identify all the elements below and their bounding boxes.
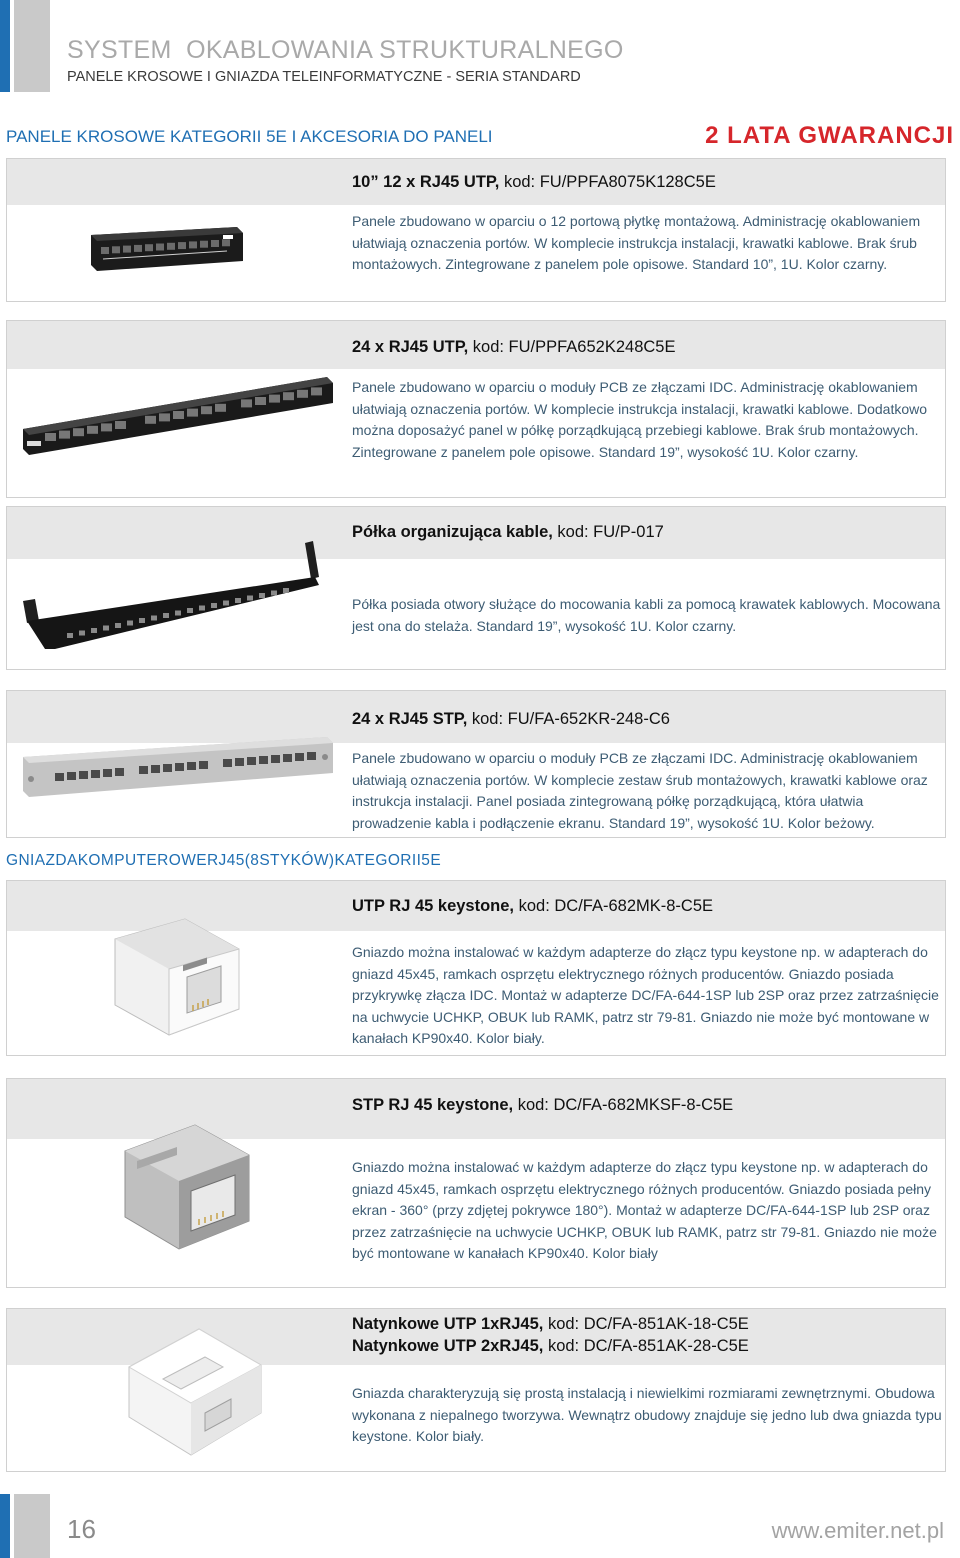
- product-title-5: [352, 897, 713, 916]
- product-title-6: [352, 1096, 733, 1115]
- product-title-7: [352, 1315, 749, 1334]
- header-side-bar: [14, 0, 50, 92]
- surface-socket-image: [119, 1317, 269, 1467]
- header-accent-bar: [0, 0, 10, 92]
- product-description-2: Panele zbudowano w oparciu o moduły PCB ze złączami IDC. Administrację okablowaniem ułatwiają oznaczenia portów. W komplecie instrukcja instalacji, krawatki kablowe. Dodatkowo można doposażyć panel w półkę porządkującą przebiegi kablowe. Brak śrub montażowych. Zintegrowane z panelem pole opisowe. Standard 19”, wysokość 1U. Kolor czarny.: [352, 379, 928, 460]
- page-number: 16: [67, 1514, 96, 1544]
- product-name: Natynkowe UTP 2xRJ45,: [352, 1337, 544, 1355]
- footer-side-bar: [14, 1494, 50, 1558]
- product-title-7b: [352, 1337, 749, 1356]
- patch-panel-24-stp-image: [15, 727, 337, 813]
- product-description-1: Panele zbudowano w oparciu o 12 portową płytkę montażową. Administrację okablowaniem ułatwiają oznaczenia portów. W komplecie instrukcja instalacji, krawatki kablowe. Brak śrub montażowych. Zintegrowane z panelem pole opisowe. Standard 10”, 1U. Kolor czarny.: [352, 213, 921, 272]
- product-name: Półka organizująca kable,: [352, 523, 553, 541]
- website-link[interactable]: www.emiter.net.pl: [771, 1518, 944, 1543]
- page-subtitle: PANELE KROSOWE I GNIAZDA TELEINFORMATYCZNE - SERIA STANDARD: [67, 69, 581, 85]
- product-name: 10” 12 x RJ45 UTP,: [352, 173, 500, 191]
- section-heading-sockets: GNIAZDAKOMPUTEROWERJ45(8STYKÓW)KATEGORII5E: [6, 852, 442, 869]
- product-code: kod: DC/FA-682MK-8-C5E: [514, 897, 714, 915]
- product-name: 24 x RJ45 UTP,: [352, 338, 469, 356]
- section-heading-panels: PANELE KROSOWE KATEGORII 5E I AKCESORIA DO PANELI: [6, 127, 493, 146]
- warranty-badge: 2 LATA GWARANCJI: [705, 122, 954, 149]
- footer-accent-bar: [0, 1494, 10, 1558]
- product-code: kod: FU/PPFA652K248C5E: [468, 338, 676, 356]
- product-name: UTP RJ 45 keystone,: [352, 897, 515, 915]
- product-title-3: [352, 523, 664, 542]
- patch-panel-24-utp-image: [15, 373, 337, 473]
- product-description-5: Gniazdo można instalować w każdym adapterze do złącz typu keystone np. w adapterach do gniazd 45x45, ramkach osprzętu elektrycznego różnych producentów. Gniazdo posiada przykrywkę złącza IDC. Montaż w adapterze DC/FA-644-1SP lub 2SP oraz przez zatrzaśnięcie na uchwycie UCHKP, OBUK lub RAMK, patrz str 79-81. Gniazdo nie może być montowane w kanałach KP90x40. Kolor biały.: [352, 944, 939, 1046]
- product-code: kod: FU/FA-652KR-248-C6: [467, 710, 670, 728]
- product-code: kod: DC/FA-851AK-28-C5E: [543, 1337, 749, 1355]
- product-title-1: [352, 173, 716, 192]
- product-code: kod: DC/FA-851AK-18-C5E: [543, 1315, 749, 1333]
- product-title-4: [352, 710, 670, 729]
- product-code: kod: FU/PPFA8075K128C5E: [499, 173, 716, 191]
- product-description-4: Panele zbudowano w oparciu o moduły PCB ze złączami IDC. Administrację okablowaniem ułatwiają oznaczenia portów. W komplecie zestaw śrub montażowych, krawatki kablowe oraz instrukcja instalacji. Panel posiada zintegrowaną półkę porządkującą, która ułatwia prowadzenie kabla i podłączenie ekranu. Standard 19”, wysokość 1U. Kolor beżowy.: [352, 750, 928, 831]
- cable-shelf-image: [15, 537, 337, 653]
- page-title: SYSTEM OKABLOWANIA STRUKTURALNEGO: [67, 36, 624, 64]
- product-description-3: Półka posiada otwory służące do mocowania kabli za pomocą krawatek kablowych. Mocowana jest ona do stelaża. Standard 19”, wysokość 1U. Kolor czarny.: [352, 596, 941, 634]
- product-description-7: Gniazda charakteryzują się prostą instalacją i niewielkimi rozmiarami zewnętrznymi. Obudowa wykonana z niepalnego tworzywa. Wewnątrz obudowy znajduje się jedno lub dwa gniazda typu keystone. Kolor biały.: [352, 1385, 942, 1444]
- stp-keystone-image: [117, 1111, 257, 1261]
- utp-keystone-image: [107, 909, 247, 1049]
- product-description-6: Gniazdo można instalować w każdym adapterze do złącz typu keystone np. w adapterach do gniazd 45x45, ramkach osprzętu elektrycznego różnych producentów. Gniazdo posiada pełny ekran - 360° (przy zdjętej pokrywce 180°). Montaż w adapterze DC/FA-644-1SP lub 2SP oraz przez zatrzaśnięcie na uchwycie UCHKP, OBUK lub RAMK, patrz str 79-81. Gniazdo nie może być montowane w kanałach KP90x40. Kolor biały: [352, 1159, 937, 1261]
- product-name: 24 x RJ45 STP,: [352, 710, 468, 728]
- product-name: STP RJ 45 keystone,: [352, 1096, 514, 1114]
- patch-panel-10-image: [87, 221, 247, 273]
- product-name: Natynkowe UTP 1xRJ45,: [352, 1315, 544, 1333]
- product-code: kod: FU/P-017: [552, 523, 664, 541]
- product-code: kod: DC/FA-682MKSF-8-C5E: [513, 1096, 734, 1114]
- product-title-2: [352, 338, 675, 357]
